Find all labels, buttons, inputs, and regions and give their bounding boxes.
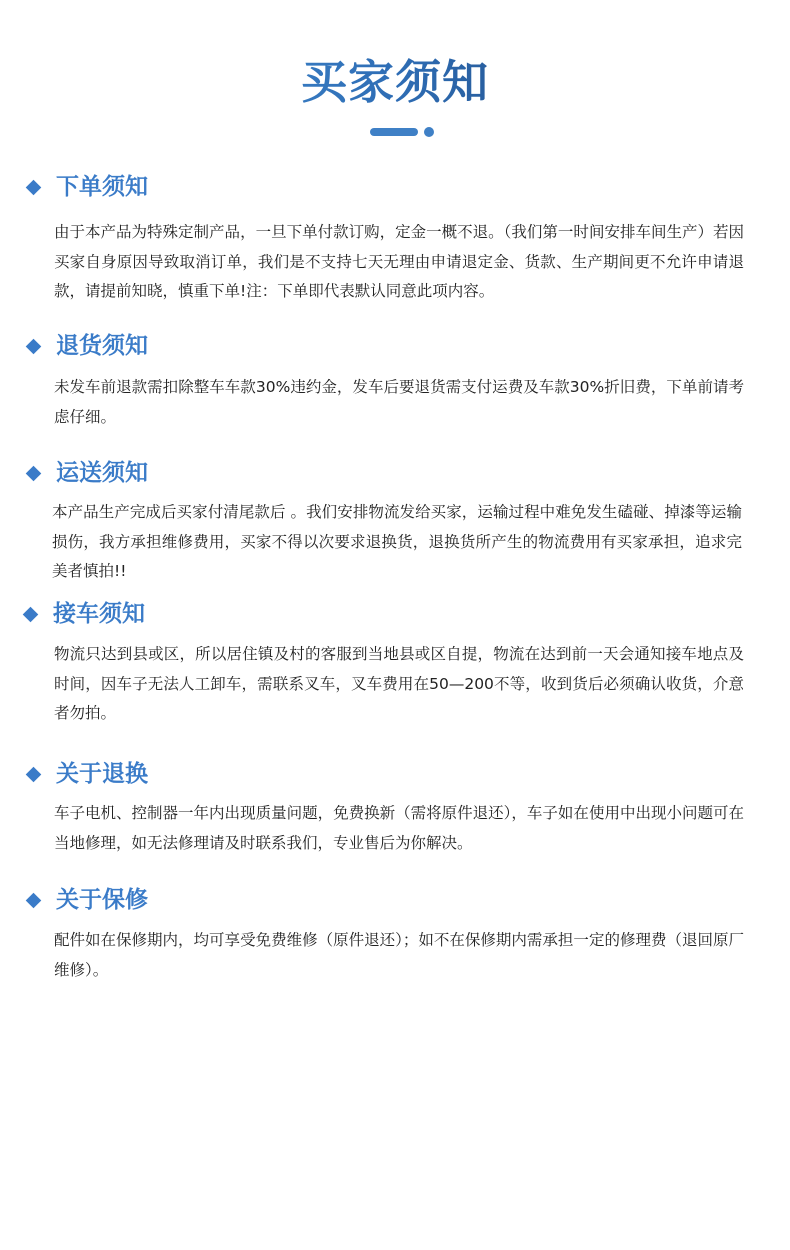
diamond-icon: [26, 465, 42, 481]
section-body: 未发车前退款需扣除整车车款30%违约金，发车后要退货需支付运费及车款30%折旧费，下单前请考虑仔细。: [54, 378, 744, 426]
section-body: 车子电机、控制器一年内出现质量问题，免费换新（需将原件退还），车子如在使用中出现小问题可在当地修理，如无法修理请及时联系我们，专业售后为你解决。: [54, 804, 744, 852]
diamond-icon: [23, 606, 39, 622]
section-title: 关于退换: [56, 761, 148, 787]
title-underline: [370, 127, 436, 137]
diamond-icon: [26, 766, 42, 782]
section-title: 接车须知: [53, 601, 145, 627]
section-title: 运送须知: [56, 460, 148, 486]
section-title: 关于保修: [56, 887, 148, 913]
section-body: 本产品生产完成后买家付清尾款后 。我们安排物流发给买家，运输过程中难免发生磕碰、掉漆等运输损伤，我方承担维修费用，买家不得以次要求退换货，退换货所产生的物流费用有买家承担，追求完美者慎拍!!: [52, 503, 742, 580]
section-body: 物流只达到县或区，所以居住镇及村的客服到当地县或区自提，物流在达到前一天会通知接车地点及时间，因车子无法人工卸车，需联系叉车，叉车费用在50—200不等，收到货后必须确认收货，介意者勿拍。: [54, 645, 744, 722]
section-title: 退货须知: [56, 333, 148, 359]
section-body: 由于本产品为特殊定制产品，一旦下单付款订购，定金一概不退。（我们第一时间安排车间生产）若因买家自身原因导致取消订单，我们是不支持七天无理由申请退定金、货款、生产期间更不允许申请退款，请提前知晓，慎重下单!注：下单即代表默认同意此项内容。: [54, 223, 744, 300]
section-title: 下单须知: [56, 174, 148, 200]
section-heading: [24, 172, 148, 202]
underline-dot: [424, 127, 434, 137]
page-title: 买家须知: [0, 50, 790, 114]
underline-bar: [370, 128, 418, 136]
section-heading: [24, 885, 148, 915]
section-body: 配件如在保修期内，均可享受免费维修（原件退还）；如不在保修期内需承担一定的修理费（退回原厂维修）。: [54, 931, 744, 979]
diamond-icon: [26, 892, 42, 908]
section-heading: [21, 599, 145, 629]
section-heading: [24, 331, 148, 361]
section-heading: [24, 458, 148, 488]
section-heading: [24, 759, 148, 789]
diamond-icon: [26, 338, 42, 354]
diamond-icon: [26, 179, 42, 195]
